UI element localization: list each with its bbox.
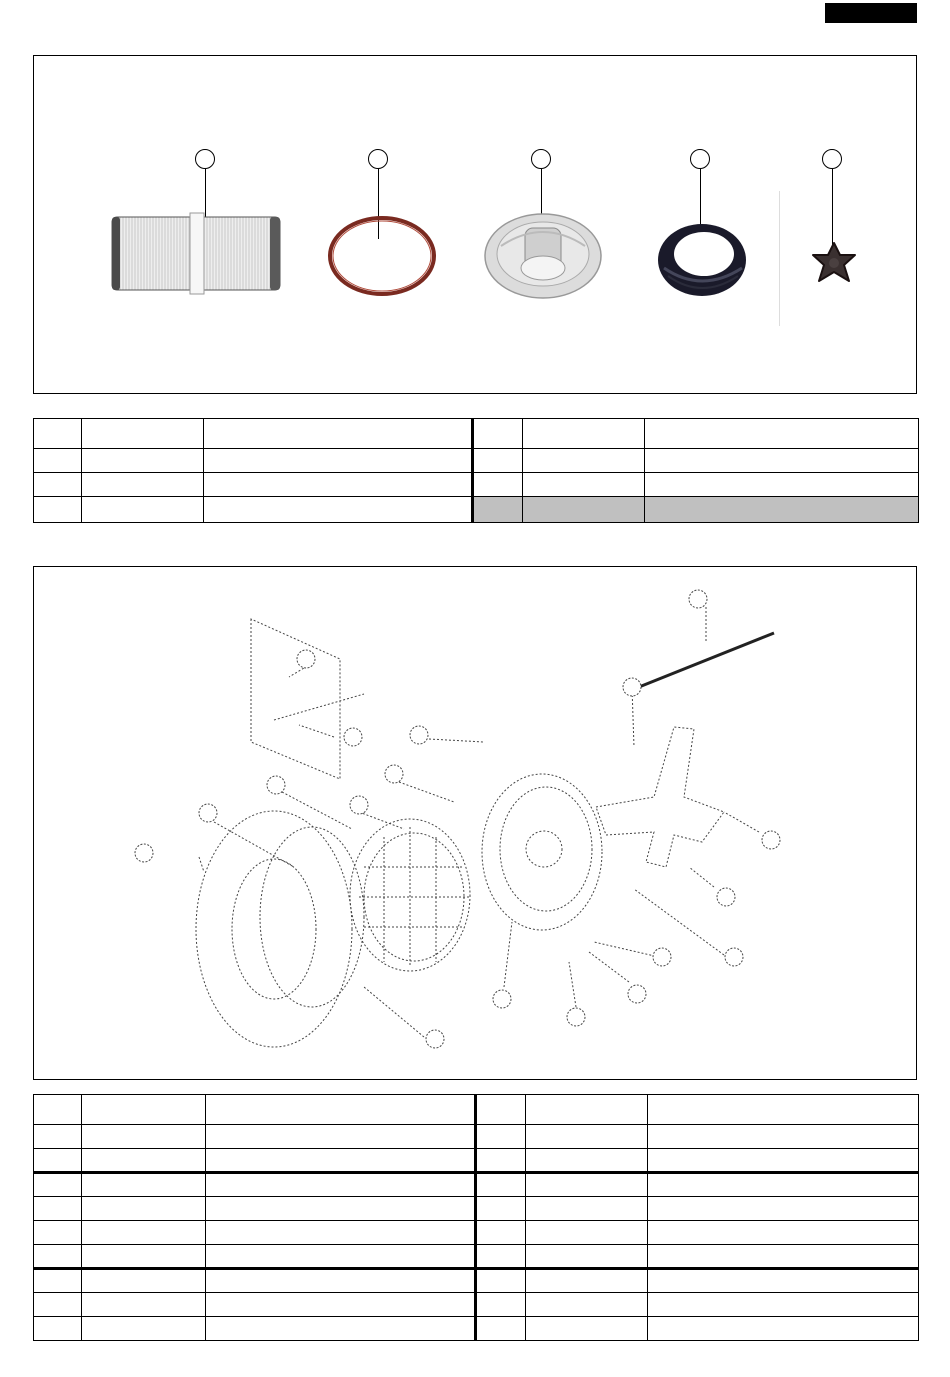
- table-cell: [648, 1293, 919, 1317]
- table-cell: [206, 1173, 476, 1197]
- table-cell: [206, 1095, 476, 1125]
- exploded-diagram-panel: [33, 566, 917, 1080]
- table-cell: [82, 1149, 206, 1173]
- filter-lid-icon: [481, 206, 611, 302]
- table-cell: [476, 1125, 526, 1149]
- callout-markers: [135, 590, 780, 1048]
- table-row: [34, 473, 919, 497]
- table-row: [34, 1317, 919, 1341]
- table-cell: [523, 419, 645, 449]
- table-cell: [476, 1293, 526, 1317]
- table-cell: [82, 449, 204, 473]
- table-cell: [204, 473, 473, 497]
- gasket-ring: [482, 774, 602, 930]
- table-cell: [473, 473, 523, 497]
- table-cell: [476, 1149, 526, 1173]
- table-cell: [82, 419, 204, 449]
- table-cell: [34, 1269, 82, 1293]
- table-cell: [648, 1095, 919, 1125]
- table-cell: [473, 419, 523, 449]
- table-row: [34, 1149, 919, 1173]
- table-cell: [648, 1197, 919, 1221]
- table-cell: [82, 1173, 206, 1197]
- table-cell: [645, 449, 919, 473]
- long-bolt: [639, 633, 774, 687]
- table-cell: [34, 473, 82, 497]
- table-cell: [206, 1269, 476, 1293]
- table-cell: [526, 1197, 648, 1221]
- table-cell: [526, 1095, 648, 1125]
- o-ring-icon: [326, 214, 438, 298]
- table-row: [34, 1221, 919, 1245]
- table-cell: [34, 497, 82, 523]
- parts-table-accessories: [33, 418, 919, 523]
- table-cell: [206, 1293, 476, 1317]
- threaded-ring-icon: [652, 216, 752, 300]
- table-cell: [526, 1125, 648, 1149]
- cartridge-filter-icon: [110, 211, 282, 296]
- table-cell: [526, 1317, 648, 1341]
- table-cell: [34, 1317, 82, 1341]
- table-cell: [645, 473, 919, 497]
- table-cell: [476, 1095, 526, 1125]
- table-cell: [34, 1095, 82, 1125]
- shaded-cell: [473, 497, 523, 523]
- table-cell: [648, 1173, 919, 1197]
- table-cell: [204, 497, 473, 523]
- table-cell: [526, 1293, 648, 1317]
- table-cell: [82, 1095, 206, 1125]
- table-cell: [82, 1197, 206, 1221]
- table-cell: [34, 419, 82, 449]
- table-cell: [206, 1125, 476, 1149]
- shaded-cell: [645, 497, 919, 523]
- table-row: [34, 449, 919, 473]
- photo-edge-line: [779, 191, 780, 326]
- shaded-cell: [523, 497, 645, 523]
- table-cell: [526, 1269, 648, 1293]
- table-cell: [476, 1317, 526, 1341]
- table-cell: [523, 449, 645, 473]
- inset-detail-frame: [251, 619, 340, 779]
- table-cell: [204, 449, 473, 473]
- table-cell: [648, 1221, 919, 1245]
- table-header-row: [34, 419, 919, 449]
- table-cell: [648, 1245, 919, 1269]
- table-cell: [82, 1293, 206, 1317]
- table-cell: [82, 473, 204, 497]
- table-cell: [82, 1269, 206, 1293]
- parts-table-assembly: [33, 1094, 919, 1341]
- inset-screw: [274, 694, 364, 720]
- table-row: [34, 497, 919, 523]
- table-cell: [206, 1197, 476, 1221]
- table-cell: [34, 449, 82, 473]
- table-cell: [82, 1317, 206, 1341]
- table-cell: [526, 1245, 648, 1269]
- table-cell: [526, 1221, 648, 1245]
- table-cell: [82, 1245, 206, 1269]
- table-cell: [34, 1293, 82, 1317]
- front-face-ring: [196, 811, 352, 1047]
- table-cell: [206, 1221, 476, 1245]
- table-cell: [523, 473, 645, 497]
- accessory-parts-panel: [33, 55, 917, 394]
- table-cell: [34, 1221, 82, 1245]
- table-cell: [476, 1173, 526, 1197]
- table-row: [34, 1293, 919, 1317]
- star-knob-icon: [809, 241, 859, 286]
- table-cell: [206, 1149, 476, 1173]
- table-cell: [526, 1149, 648, 1173]
- table-cell: [473, 449, 523, 473]
- table-cell: [204, 419, 473, 449]
- table-cell: [82, 497, 204, 523]
- table-cell: [34, 1197, 82, 1221]
- table-row: [34, 1125, 919, 1149]
- table-cell: [34, 1149, 82, 1173]
- table-cell: [476, 1269, 526, 1293]
- table-row: [34, 1173, 919, 1197]
- table-row: [34, 1269, 919, 1293]
- table-cell: [82, 1221, 206, 1245]
- table-cell: [476, 1245, 526, 1269]
- table-cell: [476, 1221, 526, 1245]
- table-cell: [645, 419, 919, 449]
- table-row: [34, 1197, 919, 1221]
- mounting-bracket: [596, 727, 724, 867]
- table-cell: [34, 1173, 82, 1197]
- table-cell: [206, 1317, 476, 1341]
- table-cell: [34, 1245, 82, 1269]
- table-cell: [648, 1125, 919, 1149]
- table-cell: [82, 1125, 206, 1149]
- table-header-row: [34, 1095, 919, 1125]
- table-cell: [206, 1245, 476, 1269]
- table-cell: [648, 1269, 919, 1293]
- table-cell: [34, 1125, 82, 1149]
- exploded-assembly-diagram: [34, 567, 916, 1079]
- page-label-bar: [825, 3, 917, 23]
- table-row: [34, 1245, 919, 1269]
- table-cell: [648, 1149, 919, 1173]
- table-cell: [648, 1317, 919, 1341]
- table-cell: [526, 1173, 648, 1197]
- table-cell: [476, 1197, 526, 1221]
